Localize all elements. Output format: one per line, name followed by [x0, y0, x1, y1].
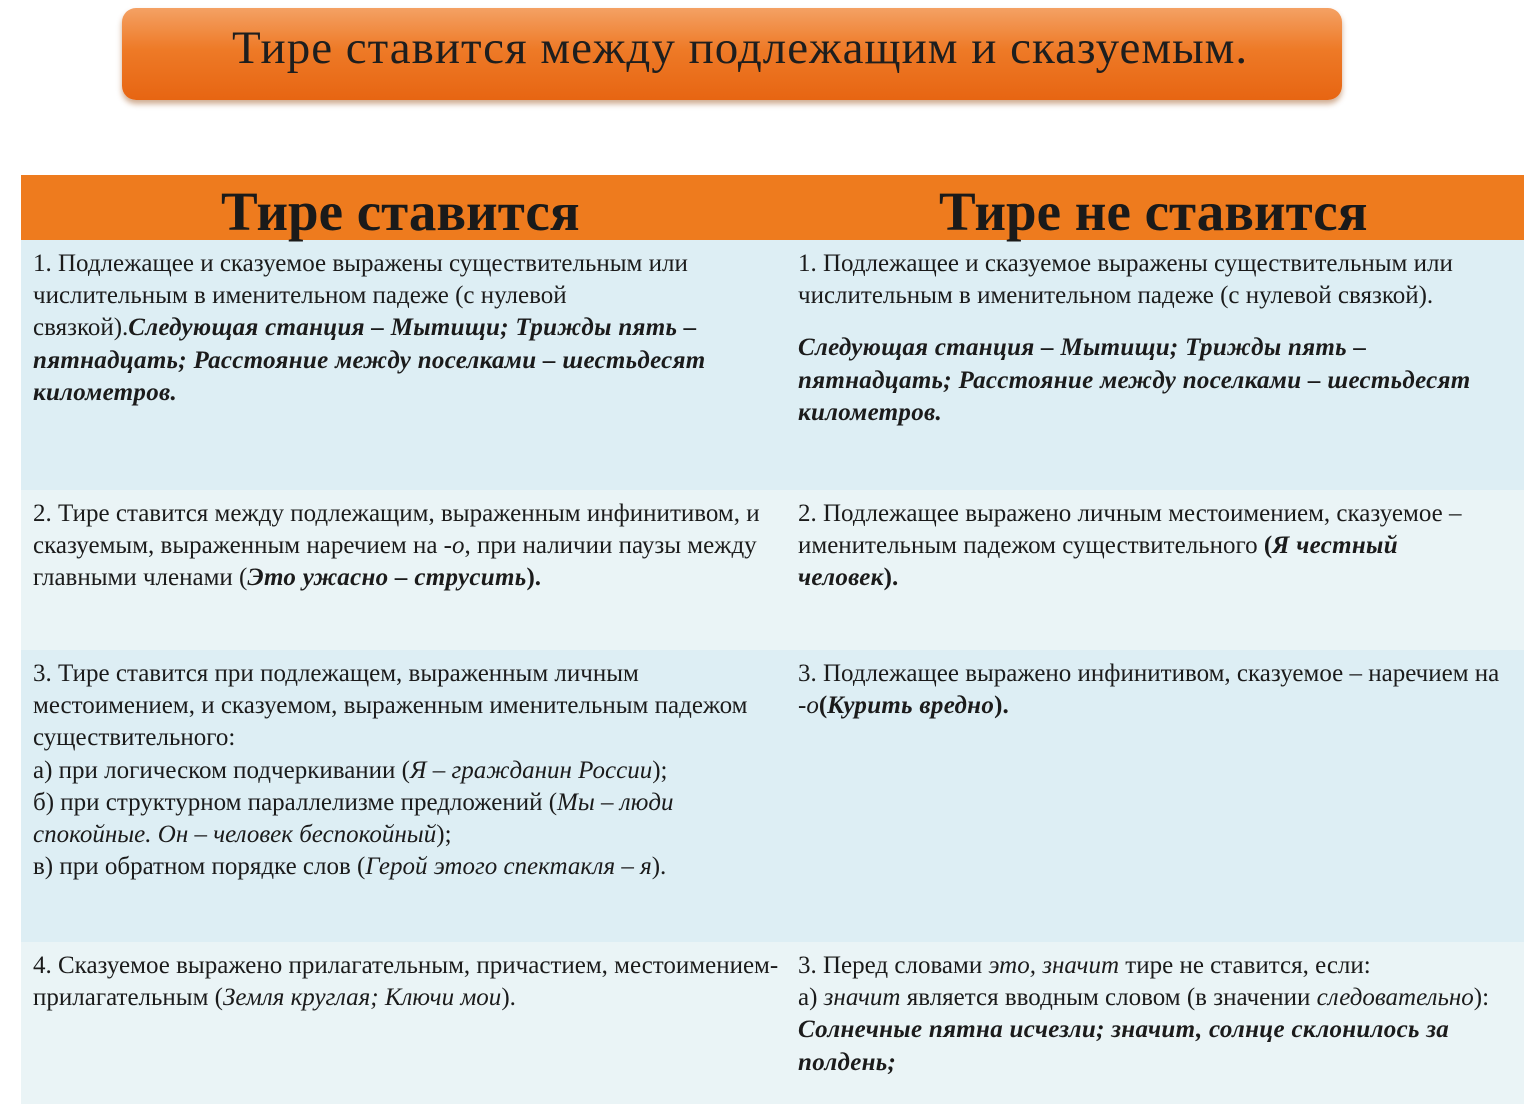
- row-2-right: [784, 490, 1524, 650]
- row-2-right-text: 2. Подлежащее выражено личным местоимением, сказуемое – именительным падежом существительного: [798, 500, 1462, 560]
- row-1-left-example: Следующая станция – Мытищи; Трижды пять – пятнадцать; Расстояние между поселками – шестьдесят километров.: [33, 314, 706, 406]
- row-3-left-c-example: Герой этого спектакля – я: [365, 853, 652, 881]
- row-4-left-text: 4. Сказуемое выражено прилагательным, причастием, местоимением-прилагательным (: [33, 952, 779, 1012]
- row-3-left-a-example: Я – гражданин России: [410, 756, 653, 784]
- row-3-left-item-a: а) при логическом подчеркивании (Я – гражданин России);: [33, 756, 668, 784]
- table-header: [21, 175, 1524, 240]
- row-4-right-text2: тире не ставится, если:: [1119, 952, 1371, 979]
- row-4-right-example: Солнечные пятна исчезли; значит, солнце склонилось за полдень;: [798, 1016, 1450, 1076]
- row-3-left-item-c: в) при обратном порядке слов (Герой этого спектакля – я).: [33, 853, 667, 881]
- row-1-left: [21, 240, 784, 490]
- row-2-left-text2: , при наличии паузы между главными членами (: [33, 532, 757, 592]
- row-2-left-close: ).: [526, 564, 542, 592]
- row-2-right-open: (: [1263, 532, 1273, 560]
- row-2-right-close: ).: [883, 564, 899, 592]
- row-4-left-example: Земля круглая; Ключи мои: [223, 984, 502, 1012]
- header-left: Тире ставится: [221, 181, 580, 242]
- row-2-left-text: 2. Тире ставится между подлежащим, выраженным инфинитивом, и сказуемым, выраженным наречием на: [33, 500, 760, 560]
- table-row: [21, 490, 1524, 650]
- row-3-right-suffix: -о: [798, 692, 819, 720]
- row-3-left: [21, 650, 784, 942]
- row-1-left-text: 1. Подлежащее и сказуемое выражены существительным или числительным в именительном падеже (с нулевой связкой).: [33, 250, 688, 342]
- row-2-left-suffix: -о: [443, 532, 465, 560]
- header-cell-left: [21, 175, 784, 240]
- row-2-right-example: Я честный человек: [798, 532, 1398, 592]
- row-3-left-intro: 3. Тире ставится при подлежащем, выраженным личным местоимением, и сказуемом, выраженным именительным падежом существительного:: [33, 660, 748, 752]
- table-row: [21, 942, 1524, 1104]
- title-banner: [122, 8, 1342, 100]
- page-title: Тире ставится между подлежащим и сказуемым.: [232, 22, 1249, 74]
- row-4-right: 3. Перед словами это, значит тире не ставится, если: а) значит является вводным словом (в значении следовательно): Солнечные пятна исчезли; значит, солнце склонилось за полдень;: [784, 942, 1524, 1104]
- table-row: [21, 650, 1524, 942]
- row-3-left-item-b: б) при структурном параллелизме предложений (Мы – люди спокойные. Он – человек беспокойный);: [33, 788, 674, 849]
- row-4-right-a-word: значит: [823, 984, 901, 1012]
- row-4-right-text: 3. Перед словами: [798, 952, 989, 979]
- header-right: Тире не ставится: [939, 181, 1368, 242]
- row-3-right-example: Курить вредно: [827, 692, 995, 720]
- row-1-right: [784, 240, 1524, 490]
- row-3-right-close: ).: [994, 692, 1009, 720]
- row-3-right-text: 3. Подлежащее выражено инфинитивом, сказуемое – наречием на: [798, 660, 1500, 687]
- row-4-left-close: ).: [501, 984, 516, 1012]
- header-cell-right: [784, 175, 1524, 240]
- row-4-left: [21, 942, 784, 1104]
- row-1-right-example: Следующая станция – Мытищи; Трижды пять – пятнадцать; Расстояние между поселками – шестьдесят километров.: [798, 334, 1471, 426]
- row-2-left: [21, 490, 784, 650]
- row-3-left-b-example: Мы – люди спокойные. Он – человек беспокойный: [33, 788, 674, 849]
- row-1-right-text: 1. Подлежащее и сказуемое выражены существительным или числительным в именительном падеже (с нулевой связкой).: [798, 250, 1453, 310]
- row-2-left-example: Это ужасно – струсить: [247, 564, 527, 592]
- row-3-right-open: (: [818, 692, 828, 720]
- row-4-right-words: это, значит: [988, 952, 1120, 979]
- table-row: [21, 240, 1524, 490]
- rules-table: [21, 175, 1524, 1104]
- row-4-right-a-meaning: следовательно: [1316, 984, 1474, 1012]
- row-3-right: [784, 650, 1524, 942]
